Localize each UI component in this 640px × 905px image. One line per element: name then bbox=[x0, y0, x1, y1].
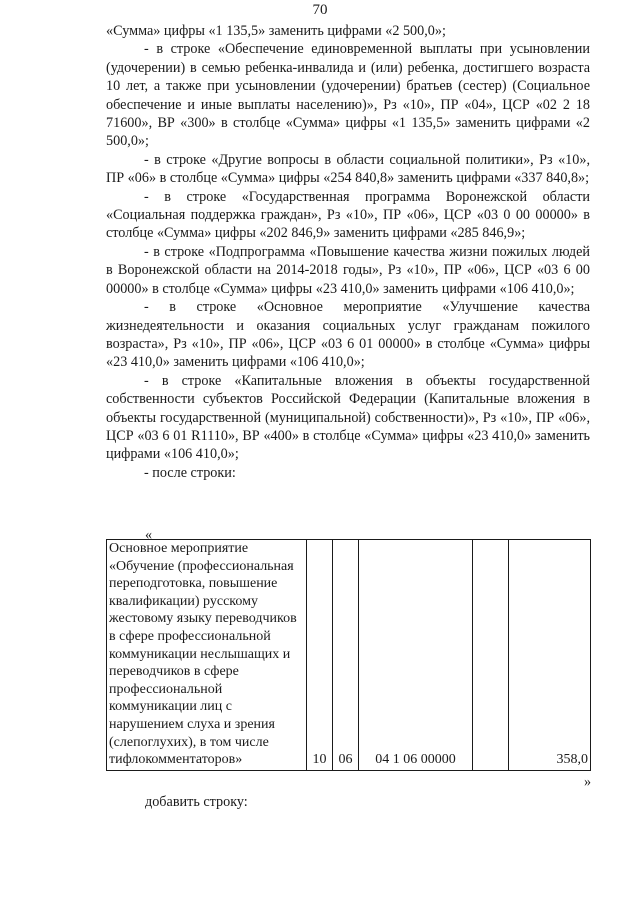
add-row-instruction: добавить строку: bbox=[145, 794, 248, 810]
table-row bbox=[107, 540, 591, 771]
opening-quote: « bbox=[145, 527, 153, 543]
paragraph-3: - в строке «Другие вопросы в области социальной политики», Рз «10», ПР «06» в столбце «Сумма» цифры «254 840,8» заменить цифрами «337 840,8»; bbox=[106, 151, 590, 187]
pr-cell: 06 bbox=[333, 540, 359, 771]
paragraph-4: - в строке «Государственная программа Воронежской области «Социальная поддержка граждан», Рз «10», ПР «06», ЦСР «03 0 00 00000» в столбце «Сумма» цифры «202 846,9» заменить цифрами «285 846,9»; bbox=[106, 188, 590, 242]
paragraph-2: - в строке «Обеспечение единовременной выплаты при усыновлении (удочерении) в семью ребенка-инвалида и (или) ребенка, достигшего возраста 10 лет, а также при усыновлении (удочерении) братьев (сестер) (Социальное обеспечение и иные выплаты населению)», Рз «10», ПР «04», ЦСР «02 2 18 71600», ВР «300» в столбце «Сумма» цифры «1 135,5» заменить цифрами «2 500,0»; bbox=[106, 41, 590, 150]
description-cell: Основное мероприятие «Обучение (профессиональная переподготовка, повышение квалификации) русскому жестовому языку переводчиков в сфере профессиональной коммуникации неслышащих и переводчиков в сфере профессиональной коммуникации лиц с нарушением слуха и зрения (слепоглухих), в том числе тифлокомментаторов» bbox=[107, 540, 307, 771]
budget-table bbox=[106, 539, 591, 771]
vr-cell bbox=[473, 540, 509, 771]
paragraph-7: - в строке «Капитальные вложения в объекты государственной собственности субъектов Российской Федерации (Капитальные вложения в объекты государственной (муниципальной) собственности)», Рз «10», ПР «06», ЦСР «03 6 01 R1110», ВР «400» в столбце «Сумма» цифры «23 410,0» заменить цифрами «106 410,0»; bbox=[106, 372, 590, 463]
paragraph-6: - в строке «Основное мероприятие «Улучшение качества жизнедеятельности и оказания социальных услуг гражданам пожилого возраста», Рз «10», ПР «06», ЦСР «03 6 01 00000» в столбце «Сумма» цифры «23 410,0» заменить цифрами «106 410,0»; bbox=[106, 299, 590, 371]
document-body bbox=[106, 22, 590, 482]
closing-quote: » bbox=[584, 774, 592, 790]
paragraph-5: - в строке «Подпрограмма «Повышение качества жизни пожилых людей в Воронежской области на 2014-2018 годы», Рз «10», ПР «06», ЦСР «03 6 00 00000» в столбце «Сумма» цифры «23 410,0» заменить цифрами «106 410,0»; bbox=[106, 243, 590, 297]
page-number: 70 bbox=[312, 2, 328, 18]
paragraph-1: «Сумма» цифры «1 135,5» заменить цифрами «2 500,0»; bbox=[106, 23, 446, 39]
sum-cell: 358,0 bbox=[509, 540, 591, 771]
paragraph-8: - после строки: bbox=[144, 464, 236, 481]
rz-cell: 10 bbox=[307, 540, 333, 771]
csr-cell: 04 1 06 00000 bbox=[359, 540, 473, 771]
